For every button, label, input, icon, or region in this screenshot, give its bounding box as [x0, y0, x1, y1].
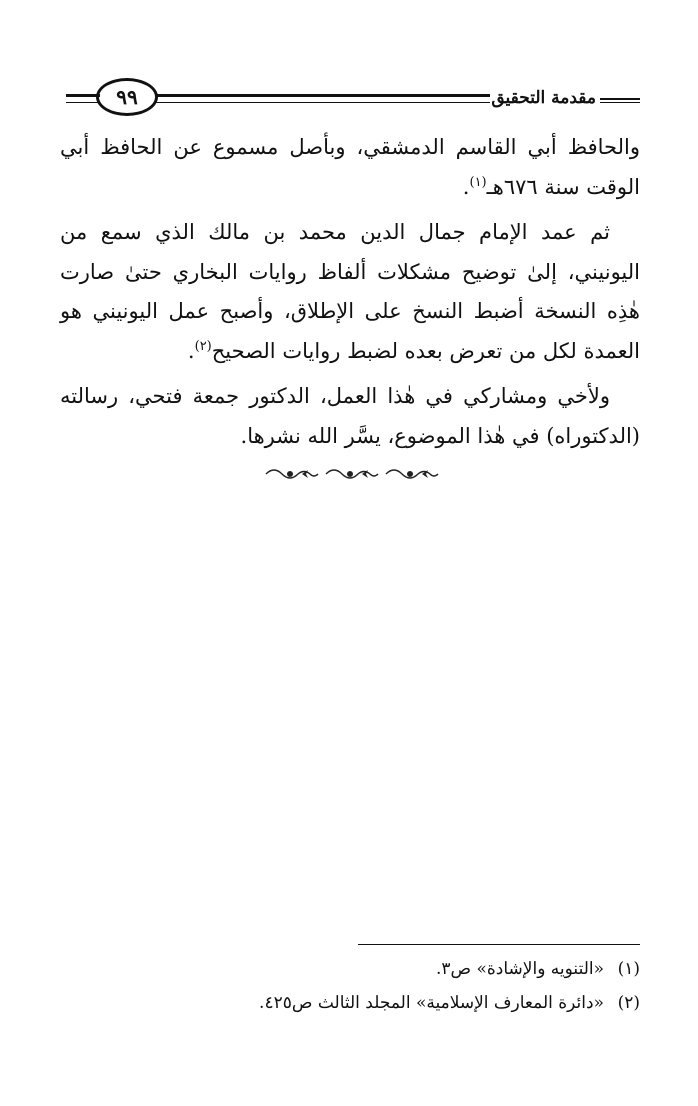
header-rule-middle	[142, 94, 490, 103]
paragraph-2-text: ثم عمد الإمام جمال الدين محمد بن مالك الذي سمع من اليونيني، إلىٰ توضيح مشكلات ألفاظ روايات البخاري حتىٰ صارت هٰذِه النسخة أضبط النسخ على الإطلاق، وأصبح عمل اليونيني هو العمدة لكل من تعرض بعده لضبط روايات الصحيح	[60, 220, 640, 363]
footnote-ref-1: (١)	[469, 174, 487, 190]
paragraph-2-tail: .	[187, 338, 195, 363]
footnote-number: (٢)	[617, 993, 640, 1013]
paragraph-1	[60, 128, 640, 207]
page-header	[66, 78, 640, 124]
paragraph-3-text: ولأخي ومشاركي في هٰذا العمل، الدكتور جمعة فتحي، رسالته (الدكتوراه) في هٰذا الموضوع، يسَّر الله نشرها.	[60, 384, 640, 448]
paragraph-3	[60, 377, 640, 456]
body-text	[60, 128, 640, 462]
paragraph-1-text: والحافظ أبي القاسم الدمشقي، وبأصل مسموع عن الحافظ أبي الوقت سنة ٦٧٦هـ	[60, 135, 640, 199]
paragraph-1-tail: .	[462, 174, 470, 199]
footnote-2	[60, 986, 640, 1020]
footnote-1	[60, 952, 640, 986]
header-title: مقدمة التحقيق	[491, 88, 596, 108]
ornament-divider-icon	[262, 462, 442, 486]
footnotes	[60, 952, 640, 1020]
page-number: ٩٩	[96, 78, 158, 116]
header-rule-right	[600, 98, 640, 103]
footnote-text: «التنويه والإشادة» ص٣.	[435, 959, 604, 979]
footnote-number: (١)	[617, 959, 640, 979]
footnote-text: «دائرة المعارف الإسلامية» المجلد الثالث ص٤٢٥.	[259, 993, 604, 1013]
footnote-separator	[358, 944, 640, 945]
footnote-ref-2: (٢)	[194, 338, 212, 354]
header-rule-left	[66, 94, 100, 103]
paragraph-2	[60, 213, 640, 371]
